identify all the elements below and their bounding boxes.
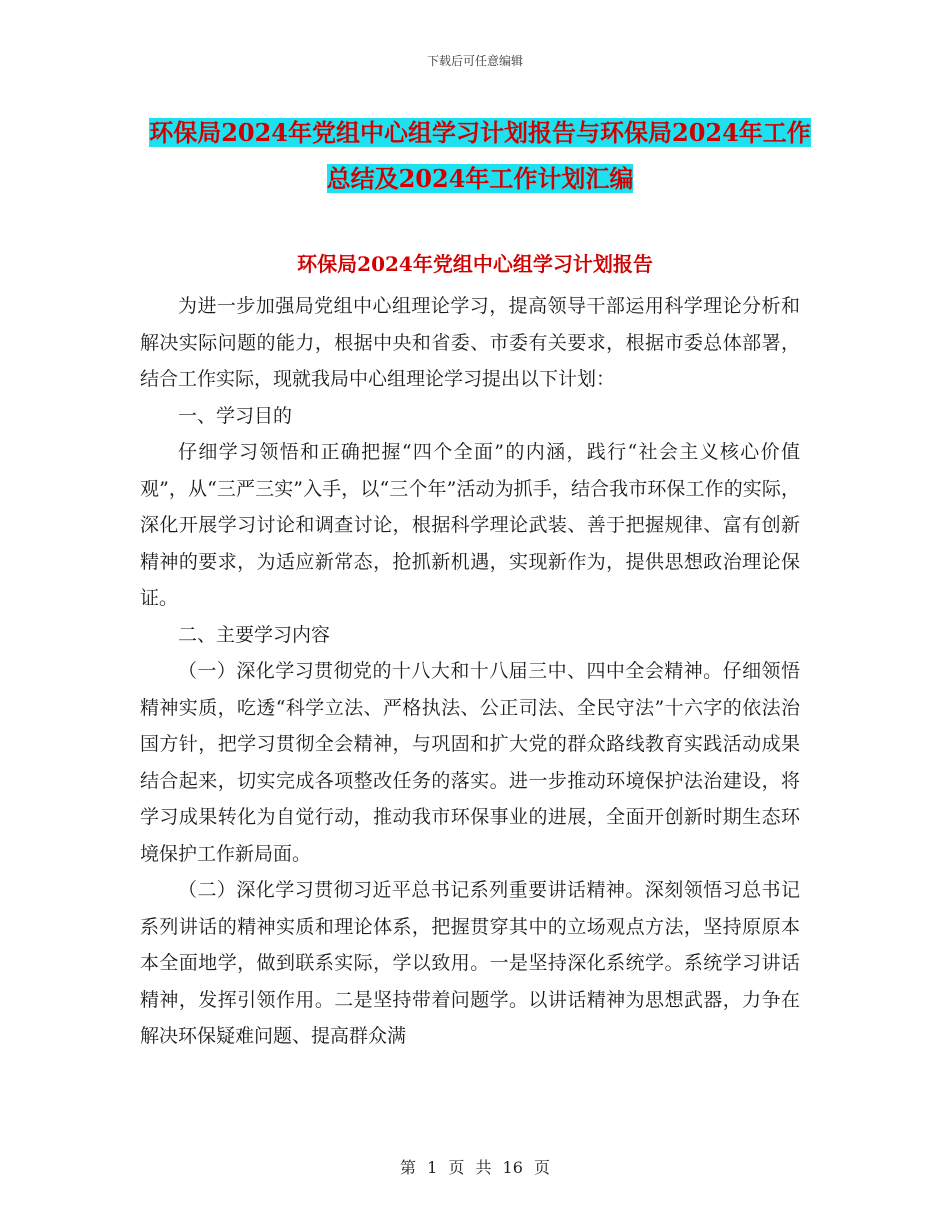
paragraph-content-1: （一）深化学习贯彻党的十八大和十八届三中、四中全会精神。仔细领悟精神实质，吃透“科学立法、严格执法、公正司法、全民守法”十六字的依法治国方针，把学习贯彻全会精神，与巩固和扩大党的群众路线教育实践活动成果结合起来，切实完成各项整改任务的落实。进一步推动环境保护法治建设，将学习成果转化为自觉行动，推动我市环保事业的进展，全面开创新时期生态环境保护工作新局面。 <box>140 660 800 865</box>
paragraph-content-2: （二）深化学习贯彻习近平总书记系列重要讲话精神。深刻领悟习总书记系列讲话的精神实质和理论体系，把握贯穿其中的立场观点方法，坚持原原本本全面地学，做到联系实际，学以致用。一是坚持深化系统学。系统学习讲话精神，发挥引领作用。二是坚持带着问题学。以讲话精神为思想武器，力争在解决环保疑难问题、提高群众满 <box>140 879 800 1047</box>
page-footer: 第 1 页 共 16 页 <box>400 1158 550 1177</box>
document-title <box>140 110 820 202</box>
document-body <box>140 288 800 1055</box>
heading-main-content: 二、主要学习内容 <box>178 623 331 646</box>
paragraph-intro: 为进一步加强局党组中心组理论学习，提高领导干部运用科学理论分析和解决实际问题的能力，根据中央和省委、市委有关要求，根据市委总体部署，结合工作实际，现就我局中心组理论学习提出以下计划： <box>140 295 800 390</box>
document-title-text: 环保局2024年党组中心组学习计划报告与环保局2024年工作总结及2024年工作计划汇编 <box>149 118 811 193</box>
section-title: 环保局2024年党组中心组学习计划报告 <box>297 252 653 276</box>
paragraph-purpose: 仔细学习领悟和正确把握“四个全面”的内涵，践行“社会主义核心价值观”，从“三严三实”入手，以“三个年”活动为抓手，结合我市环保工作的实际，深化开展学习讨论和调查讨论，根据科学理论武装、善于把握规律、富有创新精神的要求，为适应新常态，抢抓新机遇，实现新作为，提供思想政治理论保证。 <box>140 441 800 609</box>
heading-learning-purpose: 一、学习目的 <box>178 404 293 427</box>
header-note: 下载后可任意编辑 <box>426 54 523 68</box>
